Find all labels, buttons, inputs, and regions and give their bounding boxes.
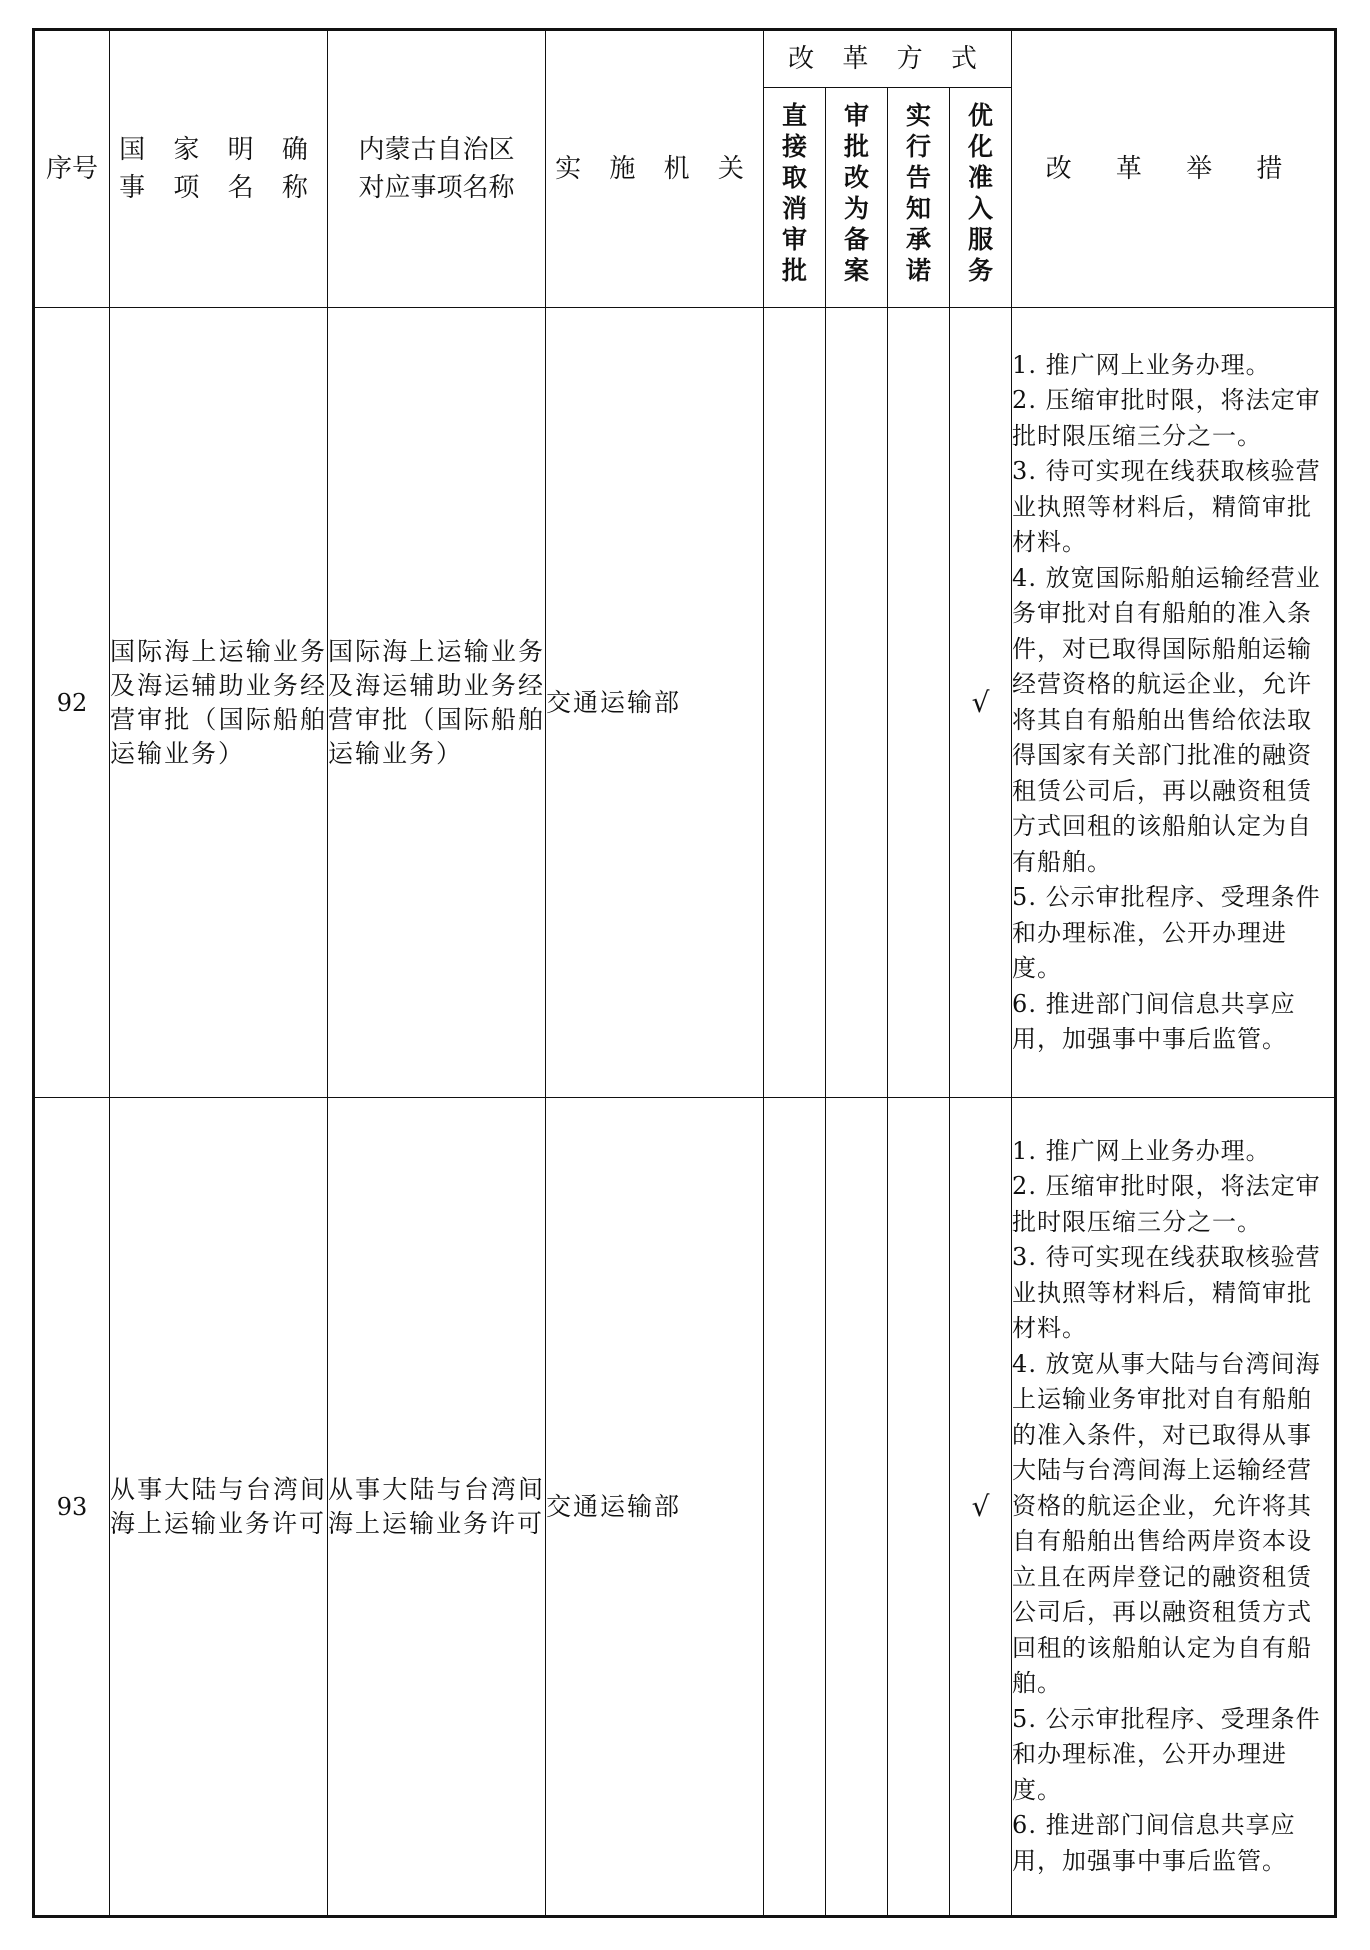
row-mode-check bbox=[826, 1098, 888, 1917]
measure-item: 1. 推广网上业务办理。 bbox=[1012, 350, 1271, 379]
mode-label-char: 批 bbox=[781, 256, 807, 285]
mode-label-char: 告 bbox=[905, 163, 931, 192]
mode-label-char: 入 bbox=[968, 194, 994, 223]
mode-label-char: 审 bbox=[781, 225, 807, 254]
mode-label-char: 优 bbox=[968, 101, 994, 130]
table-row bbox=[34, 1098, 1336, 1917]
header-measures: 改 革 举 措 bbox=[1012, 30, 1336, 308]
row-measures bbox=[1012, 308, 1336, 1098]
mode-label-char: 直 bbox=[781, 101, 807, 130]
measure-item: 4. 放宽国际船舶运输经营业务审批对自有船舶的准入条件，对已取得国际船舶运输经营资格的航运企业，允许将其自有船舶出售给依法取得国家有关部门批准的融资租赁公司后，再以融资租赁方式回租的该船舶认定为自有船舶。 bbox=[1012, 563, 1321, 876]
measure-item: 3. 待可实现在线获取核验营业执照等材料后，精简审批材料。 bbox=[1012, 457, 1321, 556]
reform-table bbox=[32, 28, 1337, 1918]
row-mode-check: √ bbox=[950, 308, 1012, 1098]
header-region-item: 内蒙古自治区 对应事项名称 bbox=[328, 30, 546, 308]
row-mode-check bbox=[764, 1098, 826, 1917]
mode-label-char: 行 bbox=[905, 132, 931, 161]
mode-label-char: 消 bbox=[781, 194, 807, 223]
mode-label-char: 取 bbox=[781, 163, 807, 192]
mode-label-char: 实 bbox=[905, 101, 931, 130]
header-seq: 序号 bbox=[34, 30, 110, 308]
table-row bbox=[34, 308, 1336, 1098]
mode-label-2 bbox=[888, 88, 949, 307]
mode-label-char: 化 bbox=[968, 132, 994, 161]
mode-label-char: 准 bbox=[968, 163, 994, 192]
mode-label-char: 案 bbox=[843, 256, 869, 285]
measure-item: 2. 压缩审批时限，将法定审批时限压缩三分之一。 bbox=[1012, 386, 1321, 450]
row-agency: 交通运输部 bbox=[546, 308, 764, 1098]
mode-label-char: 改 bbox=[843, 163, 869, 192]
mode-label-char: 知 bbox=[905, 194, 931, 223]
row-mode-check bbox=[888, 308, 950, 1098]
row-mode-check bbox=[826, 308, 888, 1098]
measure-item: 6. 推进部门间信息共享应用，加强事中事后监管。 bbox=[1012, 1811, 1296, 1875]
row-agency: 交通运输部 bbox=[546, 1098, 764, 1917]
header-mode-optimize bbox=[950, 88, 1012, 308]
row-region-item: 从事大陆与台湾间海上运输业务许可 bbox=[328, 1098, 546, 1917]
mode-label-char: 承 bbox=[905, 225, 931, 254]
mode-label-char: 备 bbox=[843, 225, 869, 254]
row-national-item: 从事大陆与台湾间海上运输业务许可 bbox=[110, 1098, 328, 1917]
header-mode-cancel bbox=[764, 88, 826, 308]
row-region-item: 国际海上运输业务及海运辅助业务经营审批（国际船舶运输业务） bbox=[328, 308, 546, 1098]
measure-item: 5. 公示审批程序、受理条件和办理标准，公开办理进度。 bbox=[1012, 883, 1321, 982]
measure-item: 5. 公示审批程序、受理条件和办理标准，公开办理进度。 bbox=[1012, 1704, 1321, 1804]
measure-item: 3. 待可实现在线获取核验营业执照等材料后，精简审批材料。 bbox=[1012, 1243, 1321, 1343]
mode-label-0 bbox=[764, 88, 825, 307]
measure-item: 2. 压缩审批时限，将法定审批时限压缩三分之一。 bbox=[1012, 1172, 1321, 1236]
header-reform-mode: 改 革 方 式 bbox=[764, 30, 1012, 88]
measure-item: 4. 放宽从事大陆与台湾间海上运输业务审批对自有船舶的准入条件，对已取得从事大陆与台湾间海上运输经营资格的航运企业，允许将其自有船舶出售给两岸资本设立且在两岸登记的融资租赁公司后，再以融资租赁方式回租的该船舶认定为自有船舶。 bbox=[1012, 1349, 1321, 1698]
mode-label-3 bbox=[950, 88, 1011, 307]
mode-label-char: 服 bbox=[968, 225, 994, 254]
mode-label-char: 为 bbox=[843, 194, 869, 223]
mode-label-char: 审 bbox=[843, 101, 869, 130]
row-mode-check bbox=[764, 308, 826, 1098]
mode-label-char: 诺 bbox=[905, 256, 931, 285]
header-mode-filing bbox=[826, 88, 888, 308]
measure-item: 1. 推广网上业务办理。 bbox=[1012, 1136, 1271, 1165]
row-seq: 92 bbox=[34, 308, 110, 1098]
measure-item: 6. 推进部门间信息共享应用，加强事中事后监管。 bbox=[1012, 989, 1296, 1053]
mode-label-char: 接 bbox=[781, 132, 807, 161]
header-mode-notify bbox=[888, 88, 950, 308]
header-agency: 实 施 机 关 bbox=[546, 30, 764, 308]
mode-label-char: 务 bbox=[968, 256, 994, 285]
row-mode-check bbox=[888, 1098, 950, 1917]
mode-label-char: 批 bbox=[843, 132, 869, 161]
row-mode-check: √ bbox=[950, 1098, 1012, 1917]
row-seq: 93 bbox=[34, 1098, 110, 1917]
mode-label-1 bbox=[826, 88, 887, 307]
header-national-item: 国 家 明 确 事 项 名 称 bbox=[110, 30, 328, 308]
row-national-item: 国际海上运输业务及海运辅助业务经营审批（国际船舶运输业务） bbox=[110, 308, 328, 1098]
row-measures bbox=[1012, 1098, 1336, 1917]
